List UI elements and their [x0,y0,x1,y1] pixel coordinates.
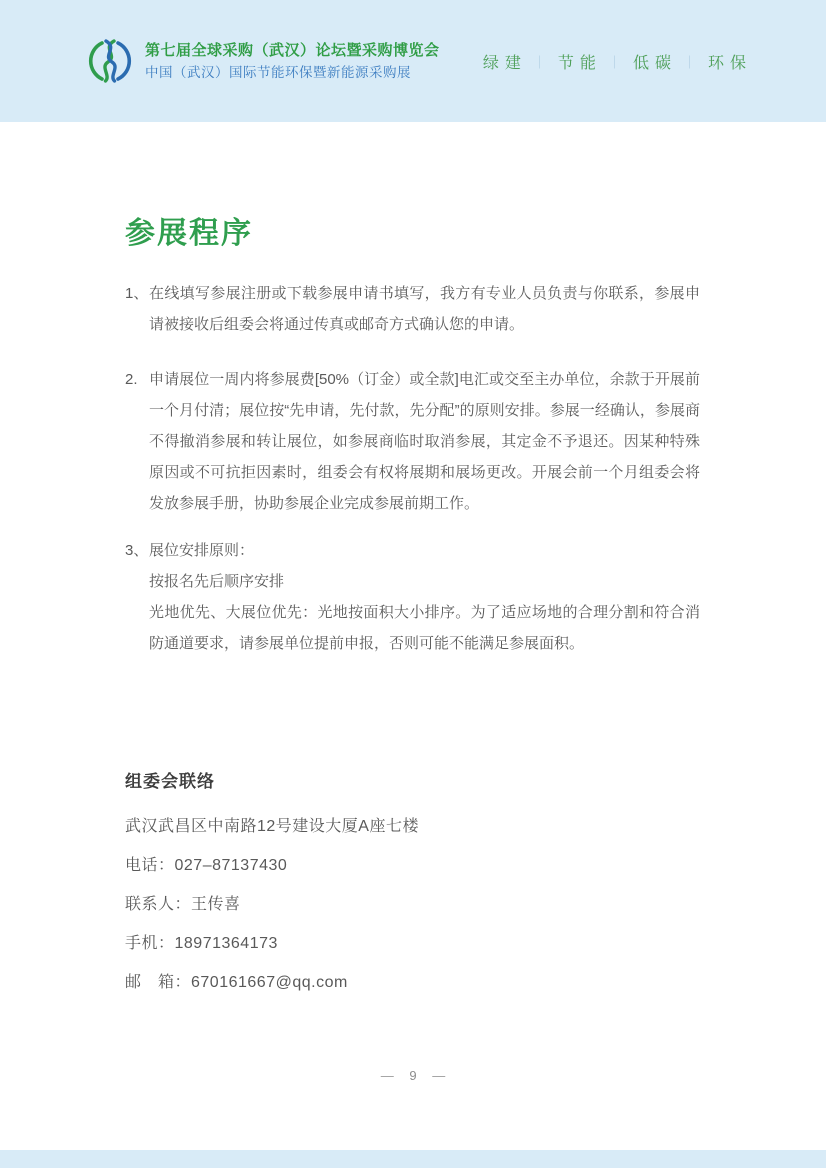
header-tags [482,50,752,73]
procedure-item-1 [125,278,700,340]
expo-logo-group [86,37,440,85]
item-number: 1、 [125,285,149,302]
tag-separator: ｜ [532,54,546,70]
page-title: 参展程序 [125,217,253,250]
item-sub-line: 按报名先后顺序安排 [149,573,285,590]
tag-green-building: 绿建 [482,54,527,72]
page-dash-right: — [432,1068,446,1083]
page-number-row [0,1068,826,1083]
item-text-line: 展位安排原则： [149,542,255,559]
page-number: 9 [409,1068,417,1083]
tag-environmental: 环保 [707,54,752,72]
item-text: 在线填写参展注册或下载参展申请书填写，我方有专业人员负责与你联系，参展申请被接收后组委会将通过传真或邮奇方式确认您的申请。 [149,285,700,333]
procedure-item-2 [125,364,700,519]
item-text: 申请展位一周内将参展费[50%（订金）或全款]电汇或交至主办单位，余款于开展前一个月付清；展位按“先申请，先付款，先分配”的原则安排。参展一经确认，参展商不得撤消参展和转让展位，如参展商临时取消参展，其定金不予退还。因某种特殊原因或不可抗拒因素时，组委会有权将展期和展场更改。开展会前一个月组委会将发放参展手册，协助参展企业完成参展前期工作。 [149,371,700,512]
item-number: 3、 [125,542,149,559]
tag-energy-saving: 节能 [557,54,602,72]
procedure-list [0,278,826,659]
contact-address: 武汉武昌区中南路12号建设大厦A座七楼 [125,818,419,835]
expo-logo-icon [86,37,134,85]
item-number: 2. [125,371,138,388]
contact-phone: 电话：027–87137430 [125,857,288,874]
procedure-item-3 [125,535,700,659]
footer-band [0,1150,826,1168]
page-dash-left: — [380,1068,394,1083]
contact-email: 邮 箱：670161667@qq.com [125,974,348,991]
tag-separator: ｜ [682,54,696,70]
page-header [0,0,826,122]
expo-title: 第七届全球采购（武汉）论坛暨采购博览会 [145,41,440,59]
item-text [149,535,700,659]
tag-separator: ｜ [607,54,621,70]
contact-person: 联系人：王传喜 [125,896,241,913]
contact-mobile: 手机：18971364173 [125,935,278,952]
tag-low-carbon: 低碳 [632,54,677,72]
contact-heading: 组委会联络 [125,772,215,791]
expo-title-block [145,41,440,82]
item-sub-line: 光地优先、大展位优先：光地按面积大小排序。为了适应场地的合理分割和符合消防通道要求，请参展单位提前申报，否则可能不能满足参展面积。 [149,604,700,652]
contact-block [0,767,826,994]
expo-subtitle: 中国（武汉）国际节能环保暨新能源采购展 [145,64,411,80]
